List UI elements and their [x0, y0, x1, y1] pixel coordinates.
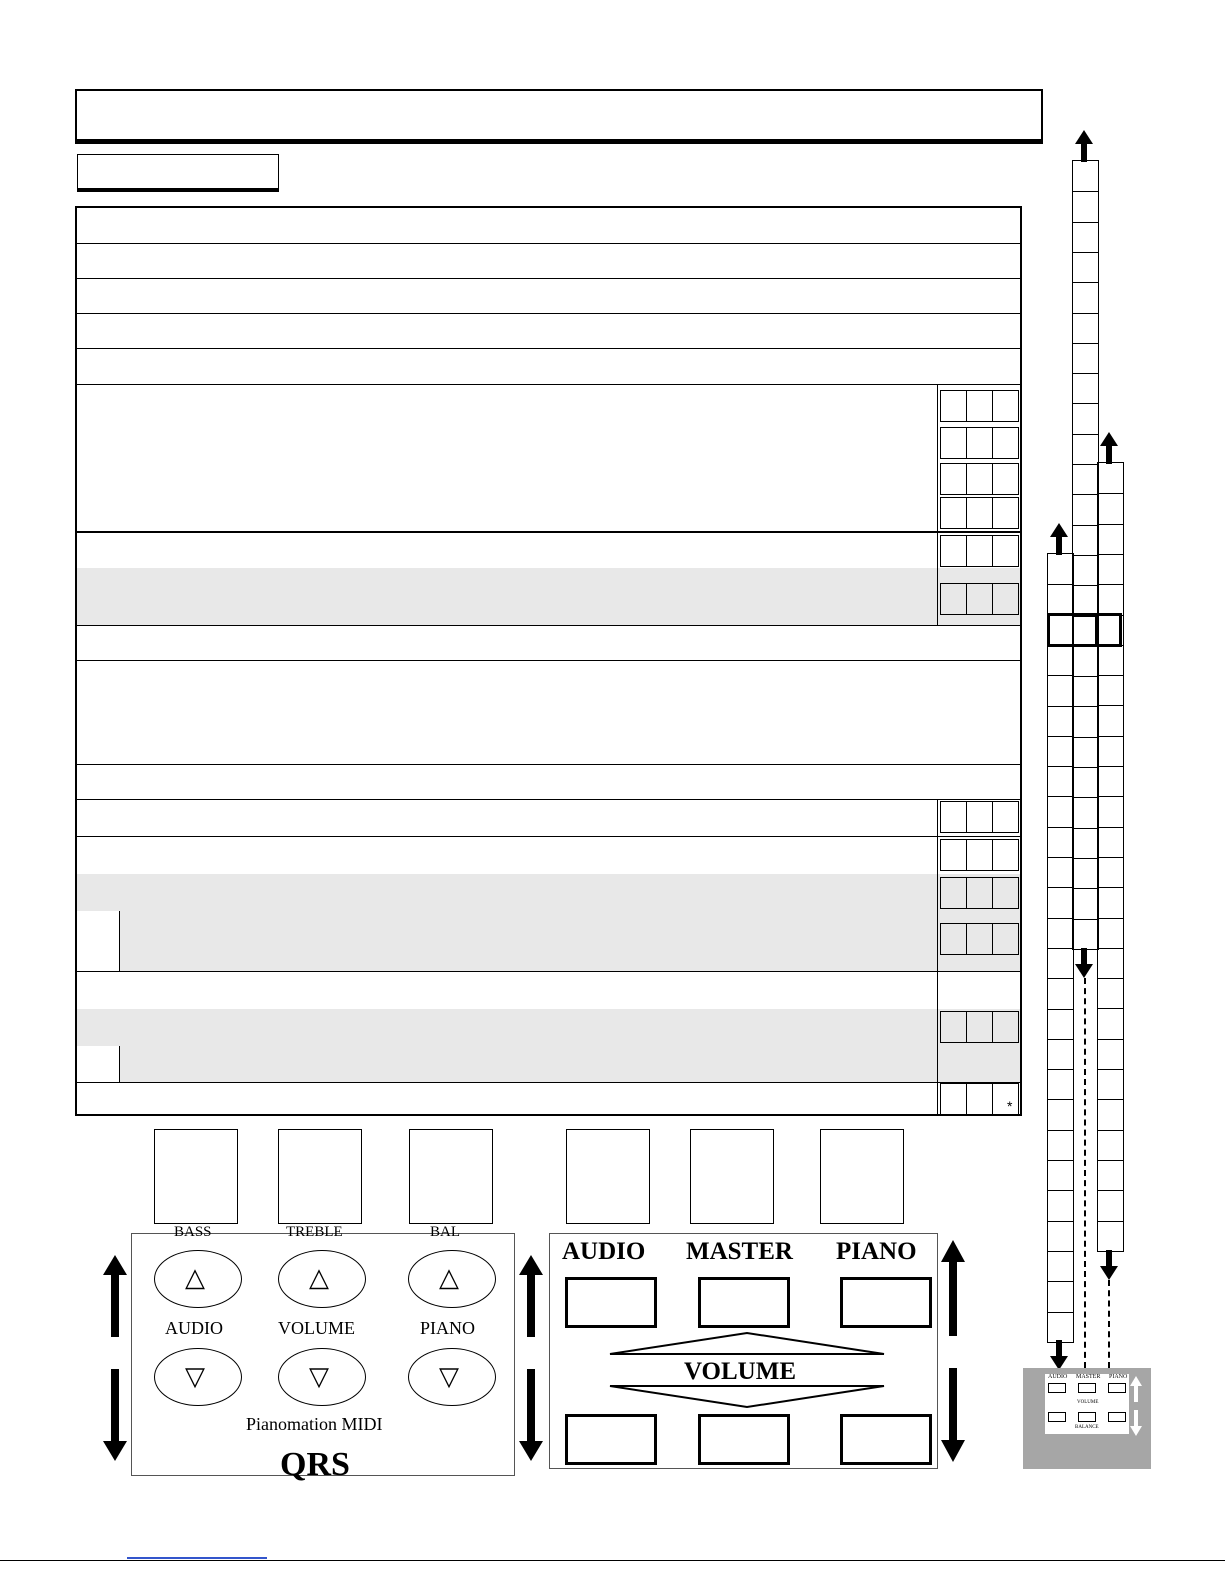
level-cell [1048, 918, 1073, 919]
piano-down-button[interactable] [408, 1348, 496, 1406]
piano-up-button[interactable] [408, 1250, 496, 1308]
level-cell [1098, 493, 1123, 494]
down-triangle-icon: ▽ [439, 1361, 459, 1391]
level-cell [1098, 554, 1123, 555]
form-row-shaded[interactable] [77, 874, 1020, 912]
form-row[interactable] [77, 243, 1020, 279]
level-cell [1073, 888, 1098, 889]
audio-down-arrow-icon [1047, 1340, 1072, 1370]
mini-volume-label: VOLUME [1077, 1400, 1099, 1405]
level-cell [1048, 948, 1073, 949]
dashed-connector [1108, 1280, 1110, 1368]
level-cell [1073, 828, 1098, 829]
form-row-shaded[interactable] [77, 1046, 1020, 1083]
level-cell [1098, 584, 1123, 585]
level-cell [1098, 1099, 1123, 1100]
level-cell [1048, 1281, 1073, 1282]
form-row[interactable] [77, 836, 1020, 875]
current-level-row [1047, 613, 1122, 647]
form-block[interactable] [77, 660, 1020, 765]
mini-master-label: MASTER [1076, 1374, 1101, 1380]
form-row-shaded[interactable] [77, 568, 1020, 626]
piano-value-box[interactable] [820, 1129, 904, 1224]
up-down-arrows [938, 1240, 968, 1465]
bass-value-box[interactable] [154, 1129, 238, 1224]
up-triangle-icon: △ [185, 1262, 205, 1292]
form-row[interactable] [77, 278, 1020, 314]
down-triangle-icon: ▽ [309, 1361, 329, 1391]
bal-value-box[interactable] [409, 1129, 493, 1224]
bal-label: BAL [430, 1224, 460, 1240]
entry-cells[interactable] [940, 427, 1019, 459]
level-cell [1098, 524, 1123, 525]
level-cell [1048, 796, 1073, 797]
mini-panel [1023, 1368, 1151, 1469]
entry-cells[interactable] [940, 390, 1019, 422]
level-cell [1048, 1190, 1073, 1191]
level-cell [1048, 766, 1073, 767]
form-row[interactable] [77, 1082, 1020, 1116]
audio-value-box[interactable] [566, 1129, 650, 1224]
level-cell [1048, 675, 1073, 676]
level-cell [1098, 1221, 1123, 1222]
dashed-connector [1084, 978, 1086, 1368]
footer-link-underline[interactable] [127, 1557, 267, 1559]
level-cell [1098, 766, 1123, 767]
level-cell [1073, 191, 1098, 192]
form-row[interactable] [77, 531, 1020, 569]
brand-logo: QRS [280, 1446, 350, 1483]
mini-arrows-icon [1129, 1376, 1143, 1436]
form-row[interactable] [77, 799, 1020, 837]
form-table [75, 206, 1022, 1116]
level-cell [1073, 797, 1098, 798]
level-cell [1048, 1160, 1073, 1161]
subtitle-box [77, 154, 279, 192]
form-row[interactable] [77, 313, 1020, 349]
audio-label: AUDIO [165, 1318, 223, 1338]
level-cell [1073, 555, 1098, 556]
level-cell [1098, 1160, 1123, 1161]
bass-label: BASS [174, 1224, 212, 1240]
treble-value-box[interactable] [278, 1129, 362, 1224]
level-cell [1098, 1130, 1123, 1131]
up-triangle-icon: △ [439, 1262, 459, 1292]
level-cell [1098, 948, 1123, 949]
level-cell [1098, 1190, 1123, 1191]
level-cell [1073, 525, 1098, 526]
mini-balance-label: BALANCE [1075, 1425, 1099, 1430]
level-cell [1073, 313, 1098, 314]
volume-label: VOLUME [278, 1318, 355, 1338]
audio-down-button[interactable] [154, 1348, 242, 1406]
entry-cells[interactable] [940, 1011, 1019, 1043]
title-box [75, 89, 1043, 144]
audio-label: AUDIO [562, 1238, 646, 1265]
volume-panel [549, 1233, 938, 1469]
brand-line: Pianomation MIDI [246, 1414, 383, 1434]
form-row[interactable] [77, 625, 1020, 661]
level-cell [1073, 919, 1098, 920]
audio-up-key[interactable] [565, 1277, 657, 1328]
entry-cells[interactable] [940, 463, 1019, 495]
master-down-arrow-icon [1072, 948, 1097, 978]
entry-cells[interactable] [940, 497, 1019, 529]
up-down-arrows [100, 1255, 130, 1465]
volume-title: VOLUME [684, 1358, 796, 1385]
up-triangle-icon: △ [309, 1262, 329, 1292]
level-cell [1098, 705, 1123, 706]
piano-down-arrow-icon [1097, 1250, 1122, 1280]
mini-audio-label: AUDIO [1048, 1374, 1068, 1380]
mini-piano-label: PIANO [1109, 1374, 1128, 1380]
level-cell [1073, 585, 1098, 586]
master-value-box[interactable] [690, 1129, 774, 1224]
level-cell [1098, 736, 1123, 737]
piano-up-key[interactable] [840, 1277, 932, 1328]
level-cell [1073, 373, 1098, 374]
level-cell [1098, 887, 1123, 888]
piano-label: PIANO [420, 1318, 476, 1338]
audio-down-key[interactable] [565, 1414, 657, 1465]
level-cell [1073, 767, 1098, 768]
up-down-arrows [516, 1255, 546, 1465]
level-cell [1048, 736, 1073, 737]
level-cell [1073, 403, 1098, 404]
level-cell [1048, 978, 1073, 979]
level-cell [1048, 1251, 1073, 1252]
form-row[interactable] [77, 208, 1020, 244]
level-cell [1098, 857, 1123, 858]
entry-cells[interactable] [940, 535, 1019, 567]
level-cell [1073, 252, 1098, 253]
entry-cells[interactable] [940, 877, 1019, 909]
level-cell [1098, 918, 1123, 919]
level-cell [1048, 1099, 1073, 1100]
level-cell [1048, 887, 1073, 888]
form-row-shaded[interactable] [77, 911, 1020, 972]
level-cell [1048, 1221, 1073, 1222]
level-cell [1073, 222, 1098, 223]
master-up-key[interactable] [698, 1277, 790, 1328]
master-down-key[interactable] [698, 1414, 790, 1465]
level-cell [1098, 978, 1123, 979]
level-cell [1048, 1009, 1073, 1010]
level-cell [1048, 1130, 1073, 1131]
level-cell [1073, 494, 1098, 495]
audio-up-button[interactable] [154, 1250, 242, 1308]
level-cell [1073, 434, 1098, 435]
level-cell [1048, 706, 1073, 707]
form-row-shaded[interactable] [77, 1009, 1020, 1047]
level-cell [1098, 1039, 1123, 1040]
level-cell [1098, 1008, 1123, 1009]
form-row[interactable] [77, 971, 1020, 1010]
volume-down-button[interactable] [278, 1348, 366, 1406]
entry-cells[interactable] [940, 923, 1019, 955]
down-triangle-icon: ▽ [185, 1361, 205, 1391]
level-cell [1048, 857, 1073, 858]
level-cell [1098, 796, 1123, 797]
level-cell [1073, 706, 1098, 707]
entry-cells[interactable] [940, 583, 1019, 615]
level-cell [1098, 827, 1123, 828]
treble-label: TREBLE [286, 1224, 343, 1240]
pianomation-panel [131, 1224, 515, 1483]
level-cell [1073, 737, 1098, 738]
entry-cells[interactable] [940, 839, 1019, 871]
level-cell [1073, 343, 1098, 344]
level-cell [1098, 1069, 1123, 1070]
piano-label: PIANO [836, 1238, 917, 1265]
level-cell [1048, 827, 1073, 828]
form-block[interactable] [77, 384, 1020, 533]
volume-up-button[interactable] [278, 1250, 366, 1308]
level-cell [1048, 584, 1073, 585]
level-cell [1073, 282, 1098, 283]
level-cell [1073, 676, 1098, 677]
footer-rule [0, 1560, 1225, 1561]
entry-cells[interactable] [940, 801, 1019, 833]
piano-down-key[interactable] [840, 1414, 932, 1465]
level-cell [1048, 1039, 1073, 1040]
level-cell [1048, 1069, 1073, 1070]
level-cell [1098, 675, 1123, 676]
level-cell [1073, 464, 1098, 465]
form-row[interactable] [77, 348, 1020, 385]
master-label: MASTER [686, 1238, 793, 1265]
level-cell [1073, 858, 1098, 859]
level-cell [1048, 1312, 1073, 1313]
footnote-mark: * [1007, 1098, 1013, 1114]
form-row[interactable] [77, 764, 1020, 800]
